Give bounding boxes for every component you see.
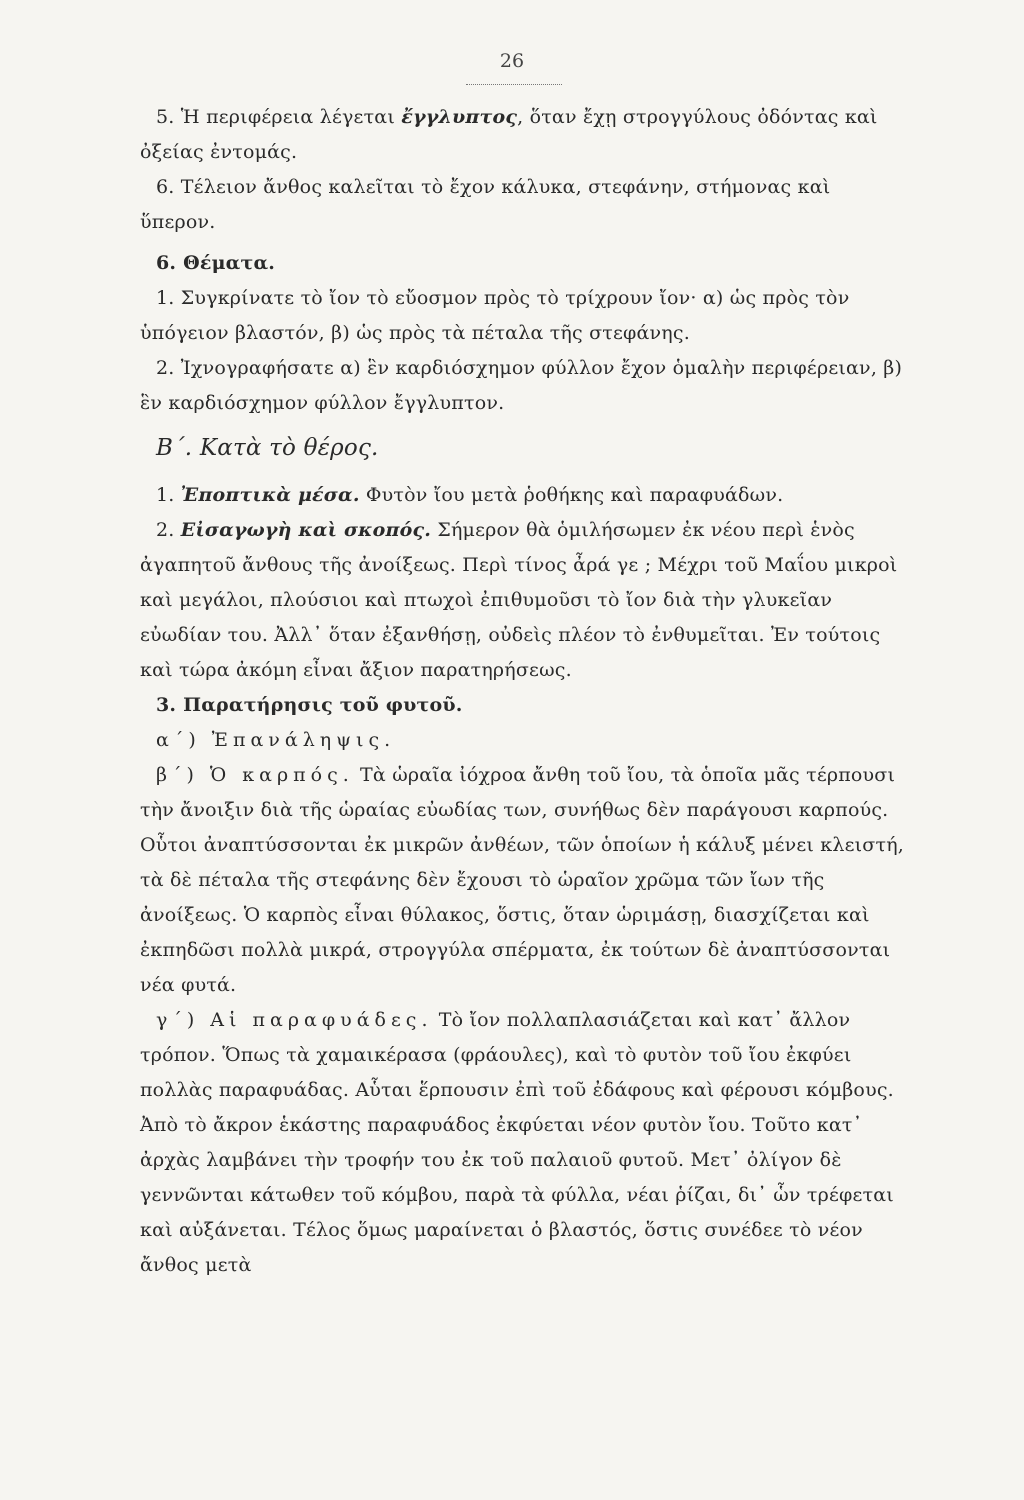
subsection-c-label: γ΄) Αἱ παραφυάδες. [156,1009,433,1031]
subsection-b-text: Τὰ ὡραῖα ἰόχροα ἄνθη τοῦ ἴου, τὰ ὁποῖα μᾶς τέρπουσι τὴν ἄνοιξιν διὰ τῆς ὡραίας εὐωδίας των, συνήθως δὲν παράγουσι καρπούς. Οὗτοι ἀναπτύσσονται ἐκ μικρῶν ἀνθέων, τῶν ὁποίων ἡ κάλυξ μένει κλειστή, τὰ δὲ πέταλα τῆς στεφάνης δὲν ἔχουσι τὸ ὡραῖον χρῶμα τῶν ἴων τῆς ἀνοίξεως. Ὁ καρπὸς εἶναι θύλακος, ὅστις, ὅταν ὡριμάσῃ, διασχίζεται καὶ ἐκπηδῶσι πολλὰ μικρά, στρογγύλα σπέρματα, ἐκ τούτων δὲ ἀναπτύσσονται νέα φυτά. [140,764,905,996]
page-number: 26 [499,50,525,72]
teaching-means-text: Φυτὸν ἴου μετὰ ῥοθήκης καὶ παραφυάδων. [365,484,784,506]
themes-heading [140,246,904,281]
subsection-b-label: β΄) Ὁ καρπός. [156,764,354,786]
theme-1-number: 1. [156,287,175,309]
theme-1-text: Συγκρίνατε τὸ ἴον τὸ εὔοσμον πρὸς τὸ τρίχρουν ἴον· α) ὡς πρὸς τὸν ὑπόγειον βλαστόν, β) ὡς πρὸς τὰ πέταλα τῆς στεφάνης. [140,287,850,344]
teaching-means-number: 1. [156,484,175,506]
theme-2-number: 2. [156,357,175,379]
body-text [140,100,904,1283]
theme-1 [140,281,904,351]
subsection-b [140,758,904,1003]
themes-heading-number: 6. [156,252,177,274]
introduction-label: Εἰσαγωγὴ καὶ σκοπός. [180,519,432,541]
introduction-text: Σήμερον θὰ ὁμιλήσωμεν ἐκ νέου περὶ ἑνὸς ἀγαπητοῦ ἄνθους τῆς ἀνοίξεως. Περὶ τίνος ἆρά γε ; Μέχρι τοῦ Μαΐου μικροὶ καὶ μεγάλοι, πλούσιοι καὶ πτωχοὶ ἐπιθυμοῦσι τὸ ἴον διὰ τὴν γλυκεῖαν εὐωδίαν του. Ἀλλ᾽ ὅταν ἐξανθήσῃ, οὐδεὶς πλέον τὸ ἐνθυμεῖται. Ἐν τούτοις καὶ τώρα ἀκόμη εἶναι ἄξιον παρατηρήσεως. [140,519,898,681]
theme-2-text: Ἰχνογραφήσατε α) ἓν καρδιόσχημον φύλλον ἔχον ὁμαλὴν περιφέρειαν, β) ἓν καρδιόσχημον φύλλον ἔγγλυπτον. [140,357,903,414]
item-6 [140,170,904,240]
item-5-text-end: , ὅταν ἔχῃ στρογγύλους ὀδόντας καὶ ὀξείας ἐντομάς. [140,106,878,163]
subsection-a [140,723,904,758]
item-6-number: 6. [156,176,175,198]
teaching-means [140,478,904,513]
subsection-c-text: Τὸ ἴον πολλαπλασιάζεται καὶ κατ᾽ ἄλλον τρόπον. Ὅπως τὰ χαμαικέρασα (φράουλες), καὶ τὸ φυτὸν τοῦ ἴου ἐκφύει πολλὰς παραφυάδας. Αὗται ἕρπουσιν ἐπὶ τοῦ ἐδάφους καὶ φέρουσι κόμβους. Ἀπὸ τὸ ἄκρον ἑκάστης παραφυάδος ἐκφύεται νέον φυτὸν ἴου. Τοῦτο κατ᾽ ἀρχὰς λαμβάνει τὴν τροφήν του ἐκ τοῦ παλαιοῦ φυτοῦ. Μετ᾽ ὀλίγον δὲ γεννῶνται κάτωθεν τοῦ κόμβου, παρὰ τὰ φύλλα, νέαι ῥίζαι, δι᾽ ὧν τρέφεται καὶ αὐξάνεται. Τέλος ὅμως μαραίνεται ὁ βλαστός, ὅστις συνέδεε τὸ νέον ἄνθος μετὰ [140,1009,894,1276]
teaching-means-label: Ἐποπτικὰ μέσα. [180,484,360,506]
item-5 [140,100,904,170]
item-5-term: ἔγγλυπτος [401,106,518,128]
item-5-number: 5. [156,106,175,128]
themes-heading-title: Θέματα. [183,252,276,274]
observation-heading-number: 3. [156,694,177,716]
page-number-rule [466,84,562,85]
section-title: Β΄. Κατὰ τὸ θέρος. [156,435,379,461]
introduction [140,513,904,688]
subsection-a-label: α΄) Ἐπανάληψις. [156,729,396,751]
observation-heading [140,688,904,723]
theme-2 [140,351,904,421]
introduction-number: 2. [156,519,175,541]
item-6-text: Τέλειον ἄνθος καλεῖται τὸ ἔχον κάλυκα, στεφάνην, στήμονας καὶ ὕπερον. [140,176,831,233]
item-5-text: Ἡ περιφέρεια λέγεται [180,106,402,128]
observation-heading-title: Παρατήρησις τοῦ φυτοῦ. [183,694,463,716]
subsection-c [140,1003,904,1283]
